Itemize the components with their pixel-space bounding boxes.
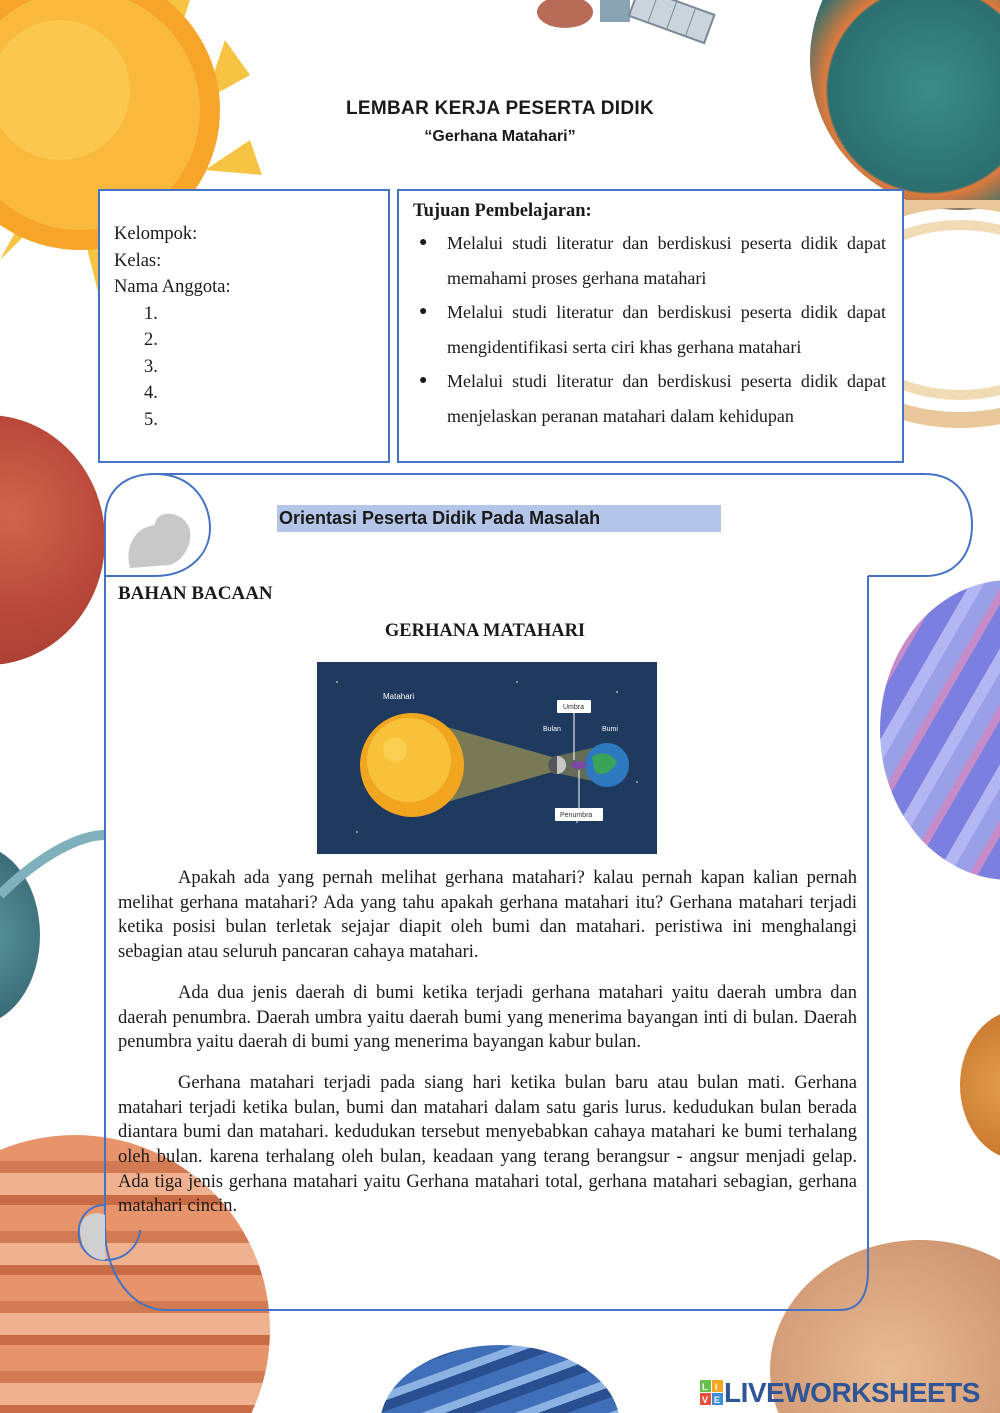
label-moon: Bulan	[543, 726, 561, 733]
member-item: 4.	[144, 383, 158, 403]
svg-text:E: E	[714, 1395, 721, 1405]
member-item: 3.	[144, 356, 158, 377]
objective-item	[413, 295, 886, 364]
eclipse-illustration	[317, 662, 657, 854]
objective-item	[413, 226, 886, 295]
bullet-icon: ●	[419, 304, 428, 319]
identity-box	[98, 189, 390, 463]
planet-bottom-center-decoration	[380, 1345, 620, 1413]
objective-item	[413, 364, 886, 433]
label-sun: Matahari	[383, 692, 415, 701]
reading-title: GERHANA MATAHARI	[384, 621, 586, 641]
liveworksheets-icon	[700, 1380, 724, 1406]
objectives-box	[397, 189, 904, 463]
svg-text:V: V	[702, 1395, 709, 1405]
liveworksheets-brand: LIVEWORKSHEETS	[724, 1377, 980, 1408]
bullet-icon: ●	[419, 373, 428, 388]
bullet-icon: ●	[419, 235, 428, 250]
page-title: LEMBAR KERJA PESERTA DIDIK	[346, 98, 654, 119]
reading-paragraph: Gerhana matahari terjadi pada siang hari ketika bulan baru atau bulan mati. Gerhana matahari terjadi ketika bulan, bumi dan matahari dalam satu garis lurus. kedudukan bulan berada diantara bumi dan matahari. kedudukan tersebut menyebabkan cahaya matahari ke bumi terhalang oleh bulan. karena terhalang oleh bulan, keadaan yang terang berangsur - angsur menjadi gelap. Ada tiga jenis gerhana matahari yaitu Gerhana matahari total, gerhana matahari sebagian, gerhana matahari cincin.	[118, 1072, 857, 1217]
members-label: Nama Anggota:	[114, 277, 231, 297]
section-orientation-title: Orientasi Peserta Didik Pada Masalah	[277, 505, 721, 532]
objectives-title: Tujuan Pembelajaran:	[413, 201, 592, 221]
liveworksheets-logo[interactable]	[700, 1378, 980, 1408]
member-item: 1.	[144, 303, 158, 324]
member-item: 2.	[144, 330, 158, 350]
label-penumbra: Penumbra	[560, 812, 593, 819]
reading-heading: BAHAN BACAAN	[118, 583, 273, 604]
member-item: 5.	[144, 409, 158, 430]
group-label: Kelompok:	[114, 224, 198, 244]
eclipse-diagram	[317, 662, 657, 854]
objective-text: Melalui studi literatur dan berdiskusi peserta didik dapat mengidentifikasi serta ciri khas gerhana matahari	[447, 302, 886, 357]
reading-paragraph: Ada dua jenis daerah di bumi ketika terjadi gerhana matahari yaitu daerah umbra dan daerah penumbra. Daerah umbra yaitu daerah bumi yang menerima bayangan inti di bulan. Daerah penumbra yaitu daerah di bumi yang menerima bayangan kabur bulan.	[118, 982, 857, 1053]
label-umbra: Umbra	[563, 704, 585, 711]
svg-text:I: I	[715, 1382, 718, 1392]
objective-text: Melalui studi literatur dan berdiskusi peserta didik dapat memahami proses gerhana matahari	[447, 233, 886, 288]
reading-body	[118, 866, 857, 1235]
reading-paragraph: Apakah ada yang pernah melihat gerhana matahari? kalau pernah kapan kalian pernah melihat gerhana matahari? Ada yang tahu apakah gerhana matahari itu? Gerhana matahari terjadi ketika posisi bulan terletak sejajar diapit oleh bumi dan matahari. peristiwa ini menghalangi sebagian atau seluruh pancaran cahaya matahari.	[118, 868, 857, 963]
label-earth: Bumi	[602, 726, 618, 733]
page-subtitle: “Gerhana Matahari”	[424, 128, 576, 145]
svg-text:L: L	[702, 1382, 708, 1392]
satellite-decoration-icon	[520, 0, 720, 50]
class-label: Kelas:	[114, 250, 162, 271]
objective-text: Melalui studi literatur dan berdiskusi peserta didik dapat menjelaskan peranan matahari dalam kehidupan	[447, 371, 886, 426]
